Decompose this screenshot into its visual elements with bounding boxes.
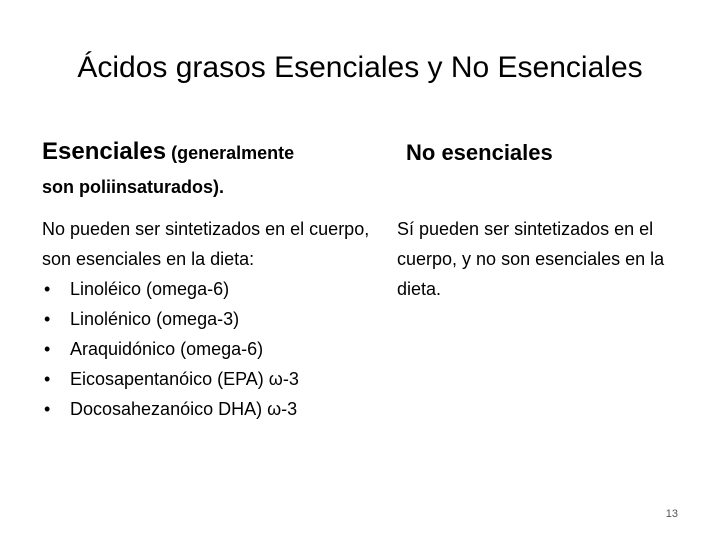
list-item — [42, 274, 372, 304]
list-item — [42, 334, 372, 364]
bullet-icon: • — [44, 279, 51, 299]
essential-heading-main: Esenciales — [42, 138, 167, 165]
list-item-label: Linolénico (omega-3) — [70, 309, 240, 329]
essential-description — [42, 214, 372, 424]
list-item-label: Araquidónico (omega-6) — [70, 339, 264, 359]
non-essential-description: Sí pueden ser sintetizados en el cuerpo, y no son esenciales en la dieta. — [397, 219, 665, 299]
bullet-icon: • — [44, 309, 51, 329]
essential-intro: No pueden ser sintetizados en el cuerpo, son esenciales en la dieta: — [42, 219, 370, 269]
slide-title: Ácidos grasos Esenciales y No Esenciales — [77, 51, 643, 84]
list-item-label: Docosahezanóico DHA) ω-3 — [70, 399, 298, 419]
bullet-icon: • — [44, 369, 51, 389]
bullet-icon: • — [44, 339, 51, 359]
non-essential-heading: No esenciales — [406, 140, 553, 165]
essential-heading — [42, 136, 362, 205]
list-item-label: Linoléico (omega-6) — [70, 279, 230, 299]
list-item — [42, 364, 372, 394]
list-item — [42, 304, 372, 334]
list-item-label: Eicosapentanóico (EPA) ω-3 — [70, 369, 299, 389]
essential-fatty-acid-list — [42, 274, 372, 424]
essential-heading-sub: (generalmente — [166, 143, 295, 163]
list-item — [42, 394, 372, 424]
essential-heading-sub-line2: son poliinsaturados). — [42, 177, 225, 197]
page-number: 13 — [665, 508, 678, 520]
bullet-icon: • — [44, 399, 51, 419]
